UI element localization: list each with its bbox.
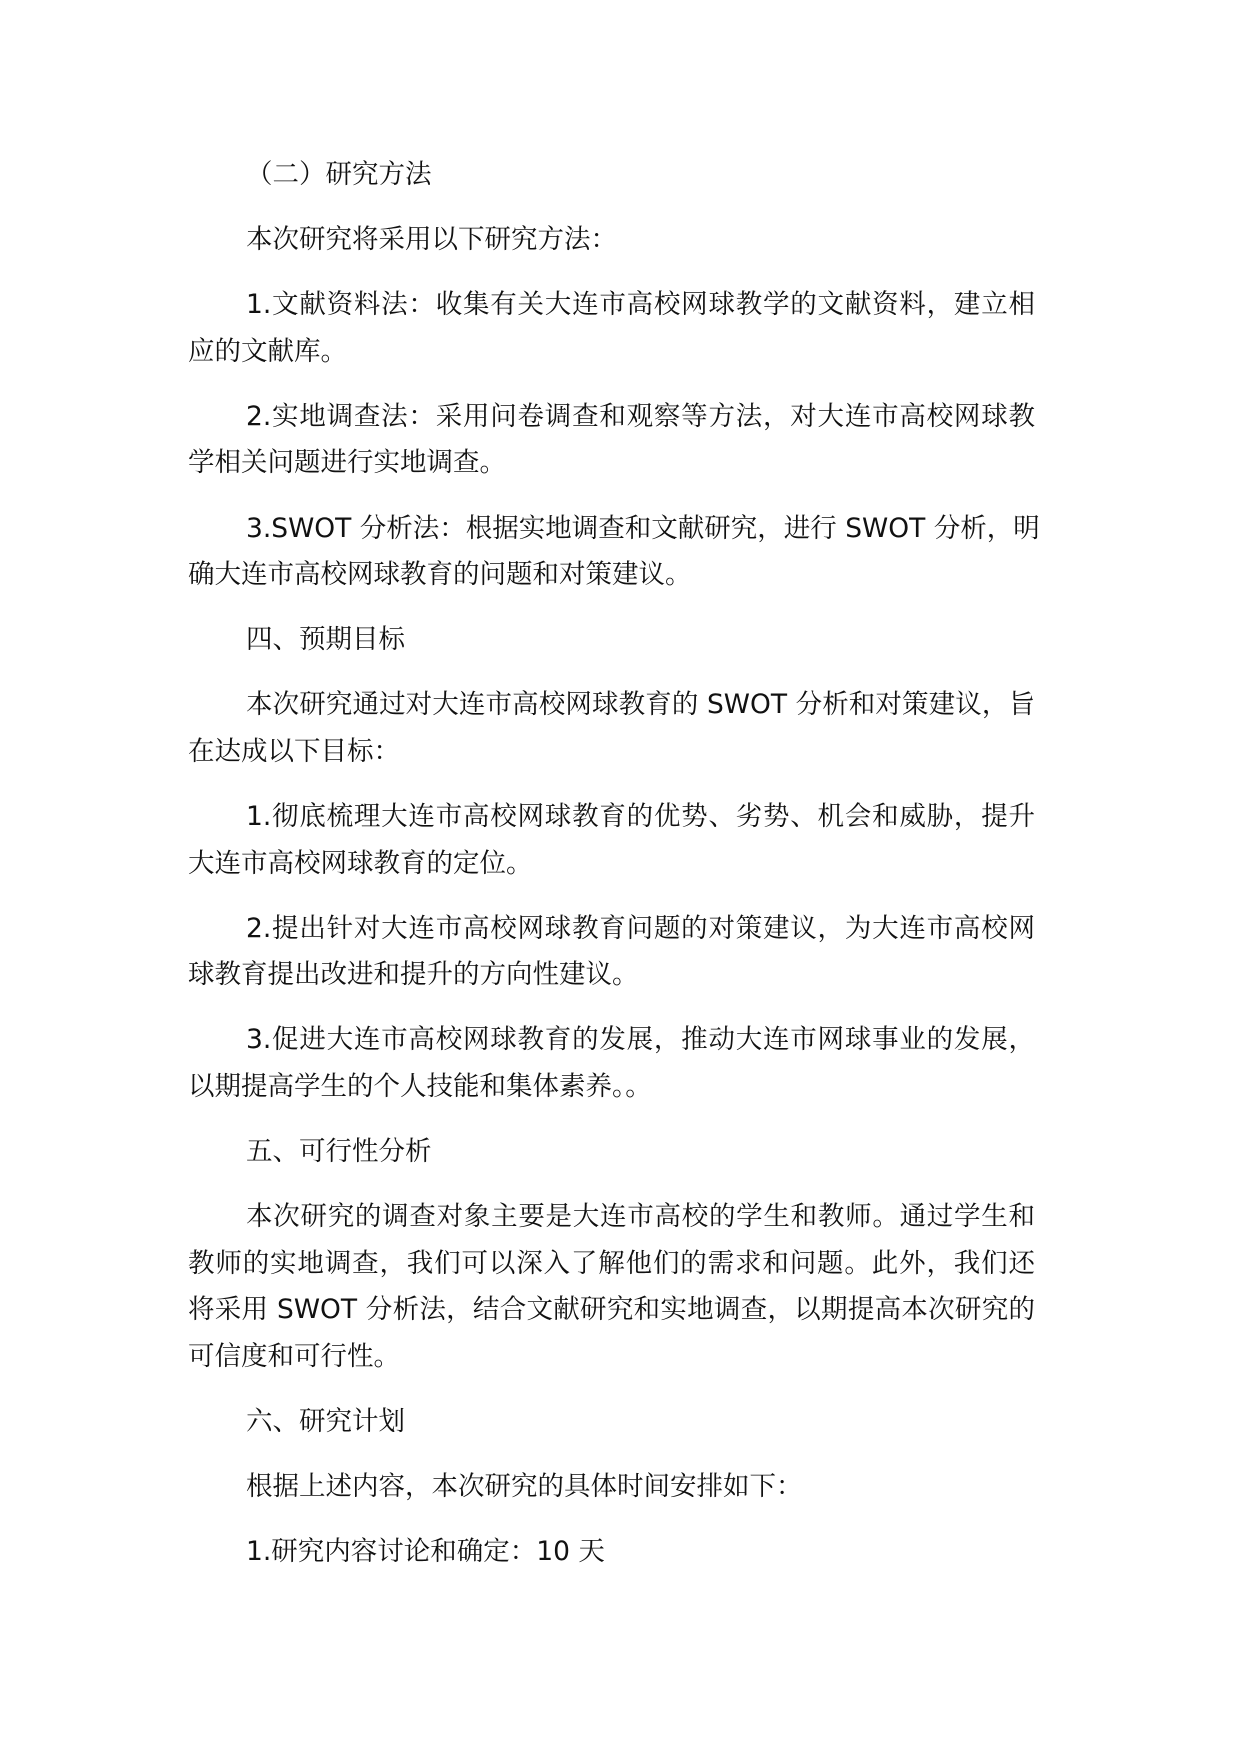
- list-item-literature-method: [188, 282, 1035, 375]
- heading-line: 四、预期目标: [246, 624, 405, 656]
- section-heading-research-methods: [188, 152, 1035, 199]
- list-item-plan-step-1: [188, 1529, 1035, 1576]
- paragraph-line: 可信度和可行性。: [188, 1340, 400, 1372]
- paragraph-line: 本次研究通过对大连市高校网球教育的 SWOT 分析和对策建议，旨: [246, 689, 1035, 721]
- paragraph-plan-intro: [188, 1464, 1035, 1511]
- list-item-swot-method: [188, 506, 1040, 599]
- section-heading-feasibility: [188, 1129, 1035, 1176]
- paragraph-line: 将采用 SWOT 分析法，结合文献研究和实地调查，以期提高本次研究的: [188, 1294, 1035, 1326]
- paragraph-line: 根据上述内容，本次研究的具体时间安排如下：: [246, 1471, 803, 1503]
- heading-line: 五、可行性分析: [246, 1136, 432, 1168]
- paragraph-line: 教师的实地调查，我们可以深入了解他们的需求和问题。此外，我们还: [188, 1247, 1035, 1279]
- list-item-goal-3: [188, 1017, 1035, 1110]
- section-heading-research-plan: [188, 1399, 1035, 1446]
- paragraph-line: 1.文献资料法：收集有关大连市高校网球教学的文献资料，建立相: [246, 289, 1035, 321]
- paragraph-line: 学相关问题进行实地调查。: [188, 447, 506, 479]
- paragraph-line: 本次研究的调查对象主要是大连市高校的学生和教师。通过学生和: [246, 1201, 1035, 1233]
- paragraph-methods-intro: [188, 217, 1035, 264]
- paragraph-line: 3.SWOT 分析法：根据实地调查和文献研究，进行 SWOT 分析，明: [246, 512, 1040, 544]
- section-heading-expected-goals: [188, 617, 1035, 664]
- paragraph-line: 在达成以下目标：: [188, 735, 400, 767]
- heading-line: 六、研究计划: [246, 1406, 405, 1438]
- list-item-goal-1: [188, 794, 1035, 887]
- paragraph-feasibility: [188, 1194, 1035, 1380]
- paragraph-line: 2.实地调查法：采用问卷调查和观察等方法，对大连市高校网球教: [246, 400, 1035, 432]
- paragraph-goals-intro: [188, 682, 1035, 775]
- paragraph-line: 3.促进大连市高校网球教育的发展，推动大连市网球事业的发展，: [246, 1024, 1035, 1056]
- list-item-field-survey-method: [188, 394, 1035, 487]
- paragraph-line: 确大连市高校网球教育的问题和对策建议。: [188, 559, 692, 591]
- paragraph-line: 2.提出针对大连市高校网球教育问题的对策建议，为大连市高校网: [246, 912, 1035, 944]
- paragraph-line: 球教育提出改进和提升的方向性建议。: [188, 959, 639, 991]
- paragraph-line: 以期提高学生的个人技能和集体素养。。: [188, 1071, 652, 1102]
- document-body: [188, 152, 1040, 1594]
- paragraph-line: 应的文献库。: [188, 335, 347, 367]
- heading-line: （二）研究方法: [246, 159, 432, 190]
- list-item-goal-2: [188, 906, 1035, 999]
- paragraph-line: 本次研究将采用以下研究方法：: [246, 224, 617, 256]
- paragraph-line: 1.研究内容讨论和确定：10 天: [246, 1536, 605, 1568]
- paragraph-line: 大连市高校网球教育的定位。: [188, 847, 533, 879]
- paragraph-line: 1.彻底梳理大连市高校网球教育的优势、劣势、机会和威胁，提升: [246, 801, 1035, 833]
